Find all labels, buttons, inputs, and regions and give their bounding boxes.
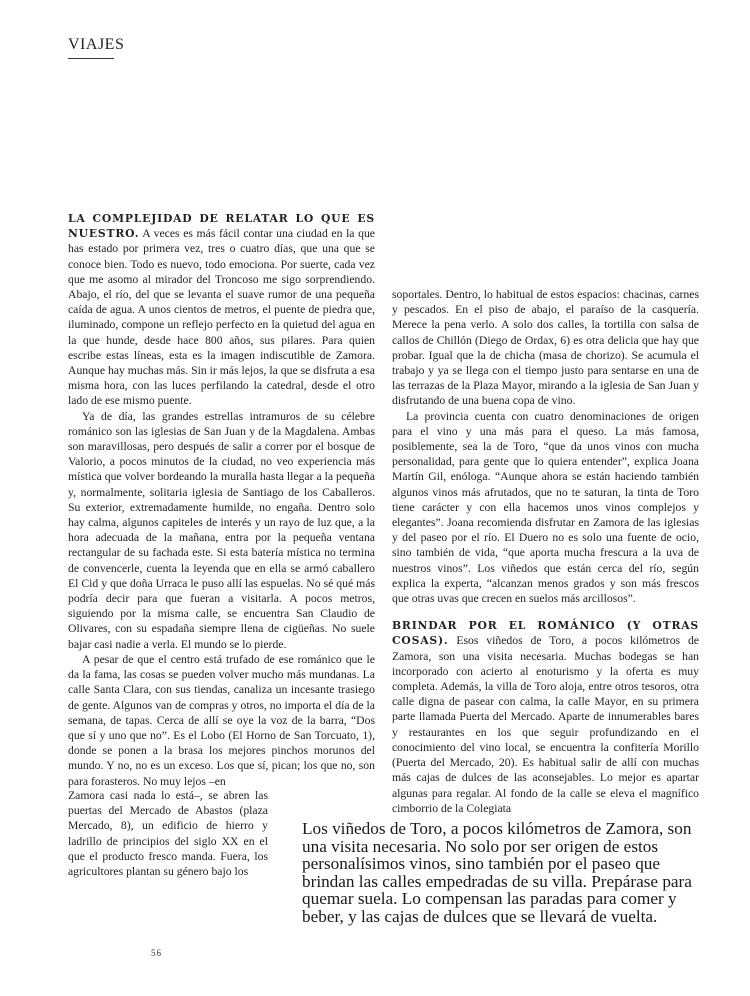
article-paragraph: soportales. Dentro, lo habitual de estos espacios: chacinas, carnes y pescados. En el piso de abajo, el paraíso de la casquería. Merece la pena verlo. A solo dos calles, la tortilla con salsa de callos de Chillón (Diego de Ordax, 6) es otra delicia que hay que probar. Igual que la de chicha (masa de chorizo). Se acumula el trabajo y ya se llega con el tiempo justo para sentarse en una de las terrazas de la Plaza Mayor, mirando a la iglesia de San Juan y disfrutando de una buena copa de vino. [392,288,699,408]
paragraph-text: Esos viñedos de Toro, a pocos kilómetros de Zamora, son una visita necesaria. Muchas bodegas se han incorporado con acierto al enoturismo y la oferta es muy completa. Además, la villa de Toro aloja, entre otros tesoros, otra calle digna de pasear con calma, la calle Mayor, en su primera parte llamada Puerta del Mercado. Aparte de innumerables bares y restaurantes en los que seguir profundizando en el conocimiento del vino local, se encuentra la confitería Morillo (Puerta del Mercado, 20). Es habitual salir de allí con muchas más cajas de dulces de las aconsejables. Lo mejor es apartar algunas para regalar. Al fondo de la calle se eleva el magnífico cimborrio de la Colegiata [392,634,699,815]
paragraph-text: A veces es más fácil contar una ciudad en la que has estado por primera vez, tres o cuatro días, que una que se conoce bien. Todo es nuevo, todo emociona. Por suerte, cada vez que me asomo al mirador del Troncoso me sigo sorprendiendo. Abajo, el río, del que se levanta el suave rumor de una pequeña caída de agua. A unos cientos de metros, el puente de piedra que, iluminado, compone un reflejo perfecto en la quietud del agua en la que hunde, desde hace 800 años, sus pilares. Para quien escribe estas líneas, esta es la imagen indiscutible de Zamora. Aunque hay muchas más. Sin ir más lejos, la que se disfruta a esa misma hora, con las luces perfilando la catedral, desde el otro lado de ese mismo puente. [68,227,375,408]
section-lead-heading: LA COMPLEJIDAD DE RELATAR LO QUE ES NUESTRO. [68,212,375,241]
article-column-left [68,211,375,789]
article-column-left-continued [68,788,268,879]
article-paragraph: A pesar de que el centro está trufado de ese románico que le da la fama, las cosas se pueden volver mucho más mundanas. La calle Santa Clara, con sus tiendas, canaliza un incesante trasiego de gente. Algunos van de compras y otros, no importa el día de la semana, de tapas. Cerca de allí se oye la voz de la barra, “Dos que sí y uno que no”. Es el Lobo (El Horno de San Torcuato, 1), donde se ponen a la brasa los mejores pinchos morunos del mundo. Y no, no es un exceso. Los que sí, pican; los que no, son para forasteros. No muy lejos –en [68,652,375,788]
section-label: VIAJES [68,36,125,53]
article-paragraph: La provincia cuenta con cuatro denominaciones de origen para el vino y una más para el queso. La más famosa, posiblemente, sea la de Toro, “que da unos vinos con mucha personalidad, para gente que lo quiera entender”, explica Joana Martín Gil, enóloga. “Aunque ahora se están haciendo también algunos vinos más afrutados, que no te saturan, la tinta de Toro tiene carácter y con ella hacemos unos vinos complejos y elegantes”. Joana recomienda disfrutar en Zamora de las iglesias y del paseo por el río. El Duero no es solo una fuente de ocio, sino también de vida, “que aporta mucha frescura a la uva de nuestros vinos”. Los viñedos que están cerca del río, según explica la experta, “alcanzan menos grados y son más frescos que otras uvas que crecen en suelos más arcillosos”. [392,409,699,606]
article-paragraph: Ya de día, las grandes estrellas intramuros de su célebre románico son las iglesias de San Juan y de la Magdalena. Ambas son maravillosas, pero después de salir a correr por el bosque de Valorio, a pocos minutos de la ciudad, no veo experiencia más mística que volver bordeando la muralla hasta llegar a la pequeña y, normalmente, solitaria iglesia de Santiago de los Caballeros. Su exterior, extremadamente humilde, no engaña. Dentro solo hay calma, algunos capiteles de interés y un rayo de luz que, a la hora adecuada de la mañana, entra por la pequeña ventana rectangular de su fachada este. Si esta batería mística no termina de convencerle, cuenta la leyenda que en ella se armó caballero El Cid y que doña Urraca le puso allí las espuelas. No sé qué más podría decir para que fueran a visitarla. A pocos metros, siguiendo por la misma calle, se encuentra San Claudio de Olivares, con su espadaña siempre llena de cigüeñas. No suele bajar casi nadie a verla. El mundo se lo pierde. [68,409,375,651]
article-paragraph [392,618,699,816]
pull-quote: Los viñedos de Toro, a pocos kilómetros de Zamora, son una visita necesaria. No solo por ser origen de estos personalísimos vinos, sino también por el paseo que brindan las calles empedradas de su villa. Prepárase para quemar suela. Lo compensan las paradas para comer y beber, y las cajas de dulces que se llevará de vuelta. [302,819,692,926]
section-underline [68,58,114,59]
article-column-right [392,287,699,816]
page-number: 56 [151,948,162,958]
article-paragraph [68,211,375,409]
section-lead-heading: BRINDAR POR EL ROMÁNICO (Y OTRAS COSAS). [392,619,699,648]
article-paragraph: Zamora casi nada lo está–, se abren las puertas del Mercado de Abastos (plaza Mercado, 8), un edificio de hierro y ladrillo de principios del siglo XX en el que el producto fresco manda. Fuera, los agricultores plantan su género bajo los [68,789,268,879]
